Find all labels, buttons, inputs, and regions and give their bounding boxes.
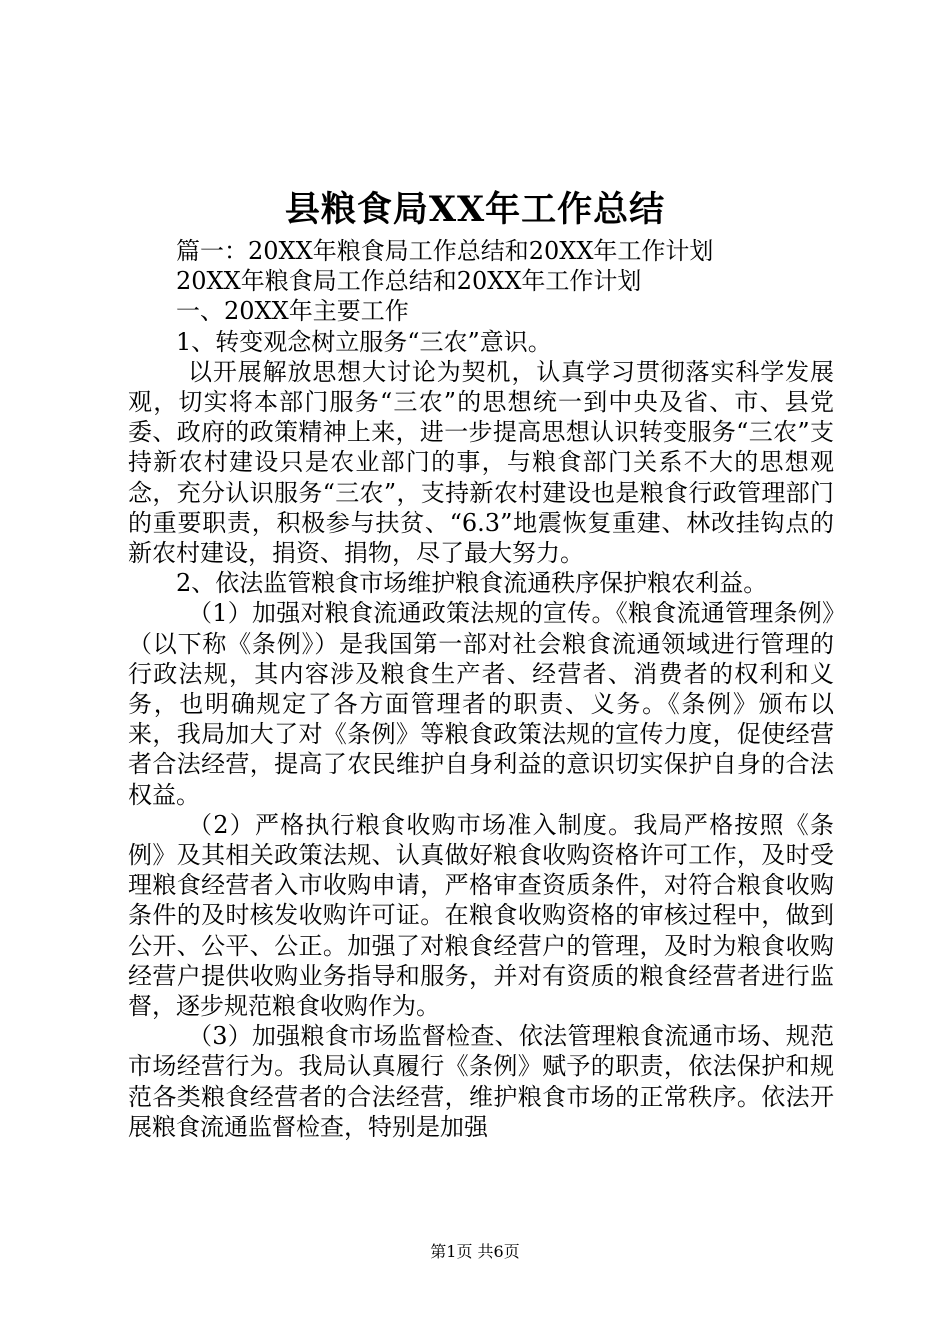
paragraph-item-2-1: （1）加强对粮食流通政策法规的宣传。《粮食流通管理条例》（以下称《条例》）是我国第一部对社会粮食流通领域进行管理的行政法规，其内容涉及粮食生产者、经营者、消费者的权利和义务，也明确规定了各方面管理者的职责、义务。《条例》颁布以来，我局加大了对《条例》等粮食政策法规的宣传力度，促使经营者合法经营，提高了农民维护自身利益的意识切实保护自身的合法权益。: [128, 599, 834, 809]
page-footer: 第1页 共6页: [430, 1242, 520, 1261]
paragraph-item-2-heading: 2、依法监管粮食市场维护粮食流通秩序保护粮农利益。: [176, 569, 768, 598]
paragraph-subtitle: 20XX年粮食局工作总结和20XX年工作计划: [176, 267, 642, 296]
paragraph-item-2-2: （2）严格执行粮食收购市场准入制度。我局严格按照《条例》及其相关政策法规、认真做好粮食收购资格许可工作，及时受理粮食经营者入市收购申请，严格审查资质条件，对符合粮食收购条件的及时核发收购许可证。在粮食收购资格的审核过程中，做到公开、公平、公正。加强了对粮食经营户的管理，及时为粮食收购经营户提供收购业务指导和服务，并对有资质的粮食经营者进行监督，逐步规范粮食收购作为。: [128, 810, 834, 1021]
paragraph-item-2-3: （3）加强粮食市场监督检查、依法管理粮食流通市场、规范市场经营行为。我局认真履行《条例》赋予的职责，依法保护和规范各类粮食经营者的合法经营，维护粮食市场的正常秩序。依法开展粮食流通监督检查，特别是加强: [128, 1022, 834, 1141]
paragraph-item-1-heading: 1、转变观念树立服务“三农”意识。: [176, 327, 552, 356]
paragraph-item-1-body: 以开展解放思想大讨论为契机，认真学习贯彻落实科学发展观，切实将本部门服务“三农”的思想统一到中央及省、市、县党委、政府的政策精神上来，进一步提高思想认识转变服务“三农”支持新农村建设只是农业部门的事，与粮食部门关系不大的思想观念，充分认识服务“三农”，支持新农村建设也是粮食行政管理部门的重要职责，积极参与扶贫、“6.3”地震恢复重建、林改挂钩点的新农村建设，捐资、捐物，尽了最大努力。: [128, 357, 834, 568]
paragraph-section-heading: 一、20XX年主要工作: [176, 297, 409, 326]
document-title: 县粮食局XX年工作总结: [284, 189, 666, 230]
document-body: [128, 236, 834, 1142]
paragraph-part-one-heading: 篇一：20XX年粮食局工作总结和20XX年工作计划: [176, 237, 714, 265]
